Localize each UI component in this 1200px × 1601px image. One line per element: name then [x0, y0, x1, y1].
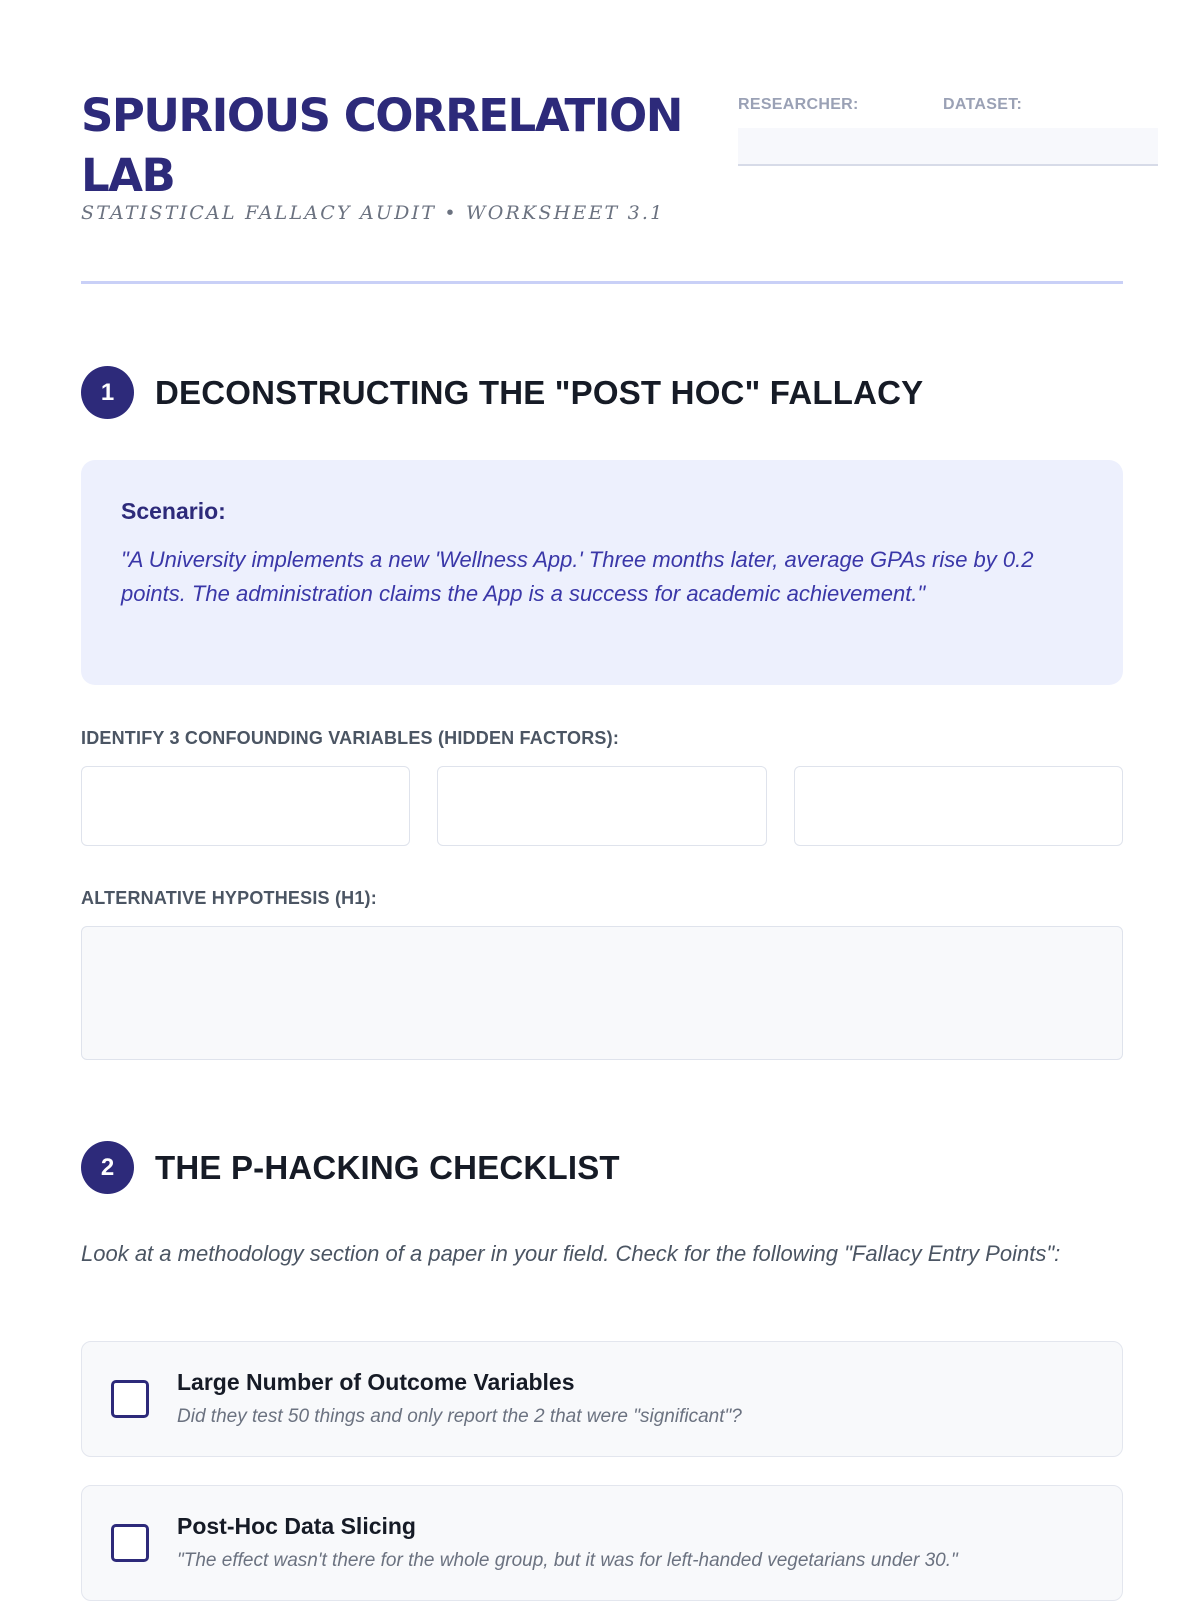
section-2-number-badge: 2 [81, 1141, 134, 1194]
confounders-label: IDENTIFY 3 CONFOUNDING VARIABLES (HIDDEN FACTORS): [81, 728, 620, 748]
page-subtitle: STATISTICAL FALLACY AUDIT • WORKSHEET 3.1 [81, 202, 665, 224]
checkbox-outcome-variables[interactable] [111, 1380, 149, 1418]
header-divider [81, 281, 1123, 284]
confounder-input-2[interactable] [437, 766, 767, 846]
section-1-header [81, 366, 923, 419]
section-2-header [81, 1141, 620, 1194]
section-1-number-badge: 1 [81, 366, 134, 419]
hypothesis-label: ALTERNATIVE HYPOTHESIS (H1): [81, 888, 377, 908]
checklist-item [81, 1341, 1123, 1457]
researcher-label: RESEARCHER: [738, 96, 859, 113]
checklist-item-description: Did they test 50 things and only report the 2 that were "significant"? [177, 1406, 742, 1427]
section-2-title: THE P-HACKING CHECKLIST [155, 1148, 620, 1186]
checklist-item-title: Large Number of Outcome Variables [177, 1369, 575, 1395]
checklist-item-description: "The effect wasn't there for the whole group, but it was for left-handed vegetarians under 30." [177, 1550, 958, 1571]
researcher-dataset-field[interactable] [738, 128, 1158, 166]
scenario-label: Scenario: [121, 498, 226, 524]
confounder-input-1[interactable] [81, 766, 410, 846]
hypothesis-input[interactable] [81, 926, 1123, 1060]
scenario-text: "A University implements a new 'Wellness App.' Three months later, average GPAs rise by 0.2 points. The administration claims the App is a success for academic achievement." [121, 547, 1034, 606]
page-title: SPURIOUS CORRELATION LAB [81, 89, 682, 202]
checklist-item [81, 1485, 1123, 1601]
scenario-card [81, 460, 1123, 685]
checklist-intro: Look at a methodology section of a paper in your field. Check for the following "Fallacy Entry Points": [81, 1241, 1061, 1266]
confounder-input-3[interactable] [794, 766, 1123, 846]
checkbox-data-slicing[interactable] [111, 1524, 149, 1562]
dataset-label: DATASET: [943, 96, 1023, 113]
checklist-item-title: Post-Hoc Data Slicing [177, 1513, 416, 1539]
section-1-title: DECONSTRUCTING THE "POST HOC" FALLACY [155, 373, 924, 411]
